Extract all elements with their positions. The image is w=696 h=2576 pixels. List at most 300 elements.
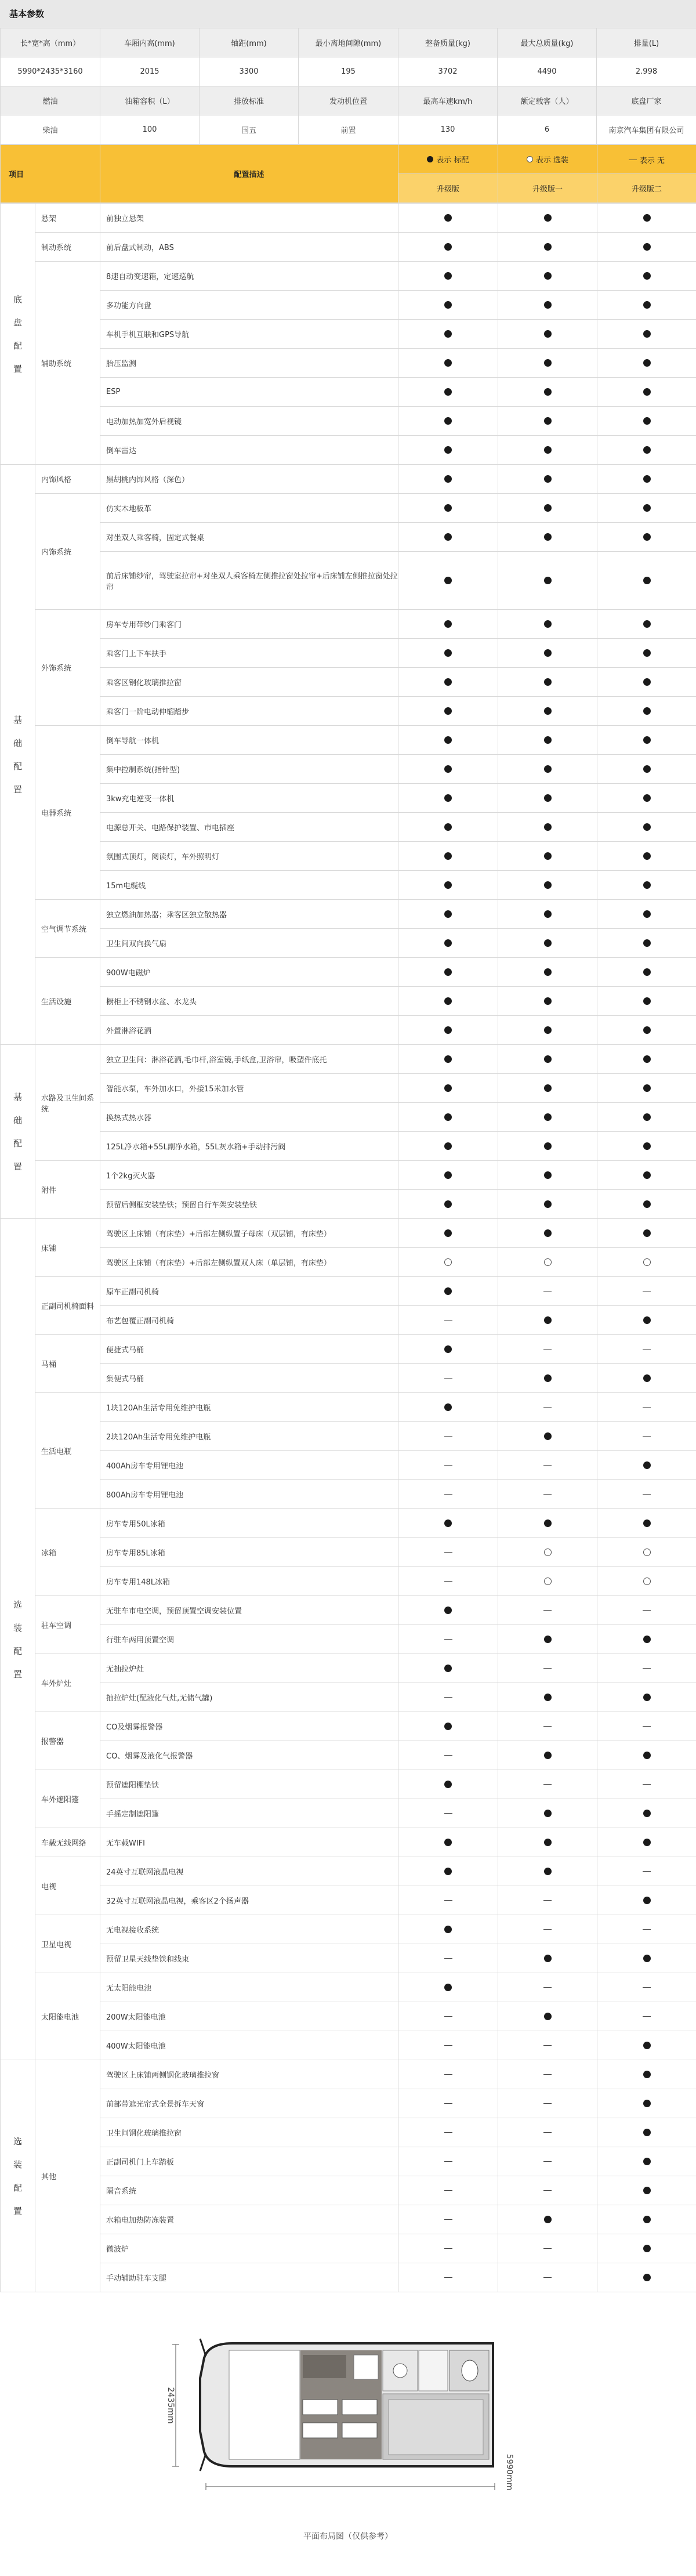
availability-cell [597,1799,696,1828]
table-row [1,523,696,552]
description-cell: 前部带遮光帘式全景拆车天窗 [100,2089,398,2118]
availability-cell [597,1103,696,1132]
availability-cell [498,523,597,552]
subcategory-cell: 空气调节系统 [35,900,100,958]
basic-value-cell: 前置 [299,115,398,144]
availability-cell [597,639,696,668]
dot-icon [544,359,552,367]
availability-cell [398,1045,498,1074]
dot-icon [643,1142,651,1150]
availability-cell [398,1538,498,1567]
dash-icon [444,2277,452,2278]
table-row [1,2118,696,2147]
floor-plan-caption: 平面布局图（仅供参考） [303,2532,393,2541]
dash-icon [444,1378,452,1379]
availability-cell [597,1915,696,1944]
description-cell: 对坐双人乘客椅，固定式餐桌 [100,523,398,552]
ring-icon [444,1258,452,1266]
dot-icon [444,736,452,744]
availability-cell [398,2234,498,2263]
dot-icon [444,968,452,976]
dot-icon [444,707,452,715]
description-cell: 无抽拉炉灶 [100,1654,398,1683]
basic-value-cell: 柴油 [1,115,100,144]
availability-cell [498,1915,597,1944]
availability-cell [498,349,597,378]
dot-icon [444,678,452,686]
description-cell: 智能水泵，车外加水口，外接15米加水管 [100,1074,398,1103]
config-table [0,203,696,2292]
dot-icon [544,577,552,584]
availability-cell [398,1567,498,1596]
dash-icon [444,2074,452,2075]
availability-cell [597,1944,696,1973]
availability-cell [498,1857,597,1886]
availability-cell [597,1770,696,1799]
dot-icon [444,272,452,280]
availability-cell [498,1045,597,1074]
subcategory-cell: 内饰系统 [35,494,100,610]
description-cell: 24英寸互联网液晶电视 [100,1857,398,1886]
availability-cell [597,1538,696,1567]
ring-icon [643,1258,651,1266]
availability-cell [498,1451,597,1480]
description-cell: 房车专用50L冰箱 [100,1509,398,1538]
availability-cell [597,1741,696,1770]
basic-params-table [0,28,696,144]
dash-icon [543,1726,552,1727]
availability-cell [597,1190,696,1219]
availability-cell [398,1306,498,1335]
dash-icon [444,1494,452,1495]
table-row [1,1190,696,1219]
availability-cell [597,987,696,1016]
dot-icon [643,649,651,657]
dot-icon [544,1810,552,1817]
dot-icon [643,1084,651,1092]
dash-icon [643,1610,651,1611]
dot-icon [544,823,552,831]
dot-icon [444,1084,452,1092]
table-row [1,378,696,407]
dot-icon [643,1752,651,1759]
dash-icon [543,2045,552,2046]
table-row [1,639,696,668]
subcategory-cell: 驻车空调 [35,1596,100,1654]
dot-icon [444,765,452,773]
subcategory-cell: 冰箱 [35,1509,100,1596]
table-row [1,1016,696,1045]
dash-icon [444,1465,452,1466]
dot-icon [544,1171,552,1179]
dot-icon [544,1839,552,1846]
dot-icon [544,1055,552,1063]
subcategory-cell: 制动系统 [35,233,100,262]
dot-icon [544,736,552,744]
availability-cell [597,2089,696,2118]
availability-cell [597,1364,696,1393]
dot-icon [643,2274,651,2281]
table-row [1,1712,696,1741]
table-row [1,1132,696,1161]
availability-cell [498,1103,597,1132]
table-row [1,1306,696,1335]
availability-cell [597,1625,696,1654]
description-cell: 车机手机互联和GPS导航 [100,320,398,349]
availability-cell [398,291,498,320]
table-row [1,2176,696,2205]
availability-cell [398,407,498,436]
subcategory-cell: 外饰系统 [35,610,100,726]
dash-icon [444,1581,452,1582]
description-cell: 正副司机门上车踏板 [100,2147,398,2176]
description-cell: CO、烟雾及液化气报警器 [100,1741,398,1770]
dot-icon [544,272,552,280]
basic-params-title: 基本参数 [0,0,696,28]
table-row [1,2234,696,2263]
dot-icon [544,1636,552,1643]
availability-cell [498,2060,597,2089]
table-row [1,1654,696,1683]
dot-icon [444,446,452,454]
subcategory-cell: 报警器 [35,1712,100,1770]
dot-icon [544,1868,552,1875]
dot-icon [444,330,452,338]
description-cell: 3kw充电逆变一体机 [100,784,398,813]
legend-none: 表示 无 [597,145,696,174]
description-cell: 卫生间钢化玻璃推拉窗 [100,2118,398,2147]
availability-cell [398,1190,498,1219]
table-row [1,407,696,436]
dot-icon [544,1694,552,1701]
availability-cell [398,871,498,900]
dot-icon [444,881,452,889]
dot-icon [643,2187,651,2194]
table-row [1,2002,696,2031]
dot-icon [643,2100,651,2107]
availability-cell [597,436,696,465]
availability-cell [498,1683,597,1712]
subcategory-cell: 正副司机椅面料 [35,1277,100,1335]
availability-cell [498,1364,597,1393]
availability-cell [597,958,696,987]
table-row [1,726,696,755]
subcategory-cell: 生活电瓶 [35,1393,100,1509]
availability-cell [498,1422,597,1451]
availability-cell [498,407,597,436]
category-cell [1,1045,35,1219]
category-cell [1,1219,35,2060]
category-label: 选装配置 [13,2136,22,2216]
dot-icon [643,301,651,309]
description-cell: 倒车雷达 [100,436,398,465]
availability-cell [398,1857,498,1886]
description-cell: 200W太阳能电池 [100,2002,398,2031]
table-row [1,465,696,494]
dash-icon [543,2132,552,2133]
description-cell: 无驻车市电空调，预留顶置空调安装位置 [100,1596,398,1625]
availability-cell [398,697,498,726]
availability-cell [398,1683,498,1712]
availability-cell [498,494,597,523]
availability-cell [398,1625,498,1654]
dash-icon [444,1639,452,1640]
availability-cell [498,987,597,1016]
availability-cell [398,668,498,697]
description-cell: 前后盘式制动，ABS [100,233,398,262]
availability-cell [498,1712,597,1741]
description-cell: 乘客门一阶电动伸缩踏步 [100,697,398,726]
availability-cell [398,1393,498,1422]
availability-cell [597,1712,696,1741]
availability-cell [398,436,498,465]
table-row [1,1364,696,1393]
dot-icon [444,388,452,396]
table-row [1,784,696,813]
dot-icon [444,475,452,483]
availability-cell [398,1770,498,1799]
dash-icon [444,2103,452,2104]
dot-icon [544,417,552,425]
availability-cell [597,900,696,929]
description-cell: 无车载WIFI [100,1828,398,1857]
category-cell [1,465,35,1045]
category-label: 选装配置 [13,1599,22,1680]
dot-icon [444,1403,452,1411]
availability-cell [398,726,498,755]
table-row [1,610,696,639]
description-cell: 预留卫星天线垫铁和线束 [100,1944,398,1973]
description-cell: 橱柜上不锈钢水盆、水龙头 [100,987,398,1016]
availability-cell [498,262,597,291]
dash-icon [643,1784,651,1785]
col-desc-header: 配置描述 [100,145,398,203]
table-row [1,1393,696,1422]
availability-cell [498,784,597,813]
table-row [1,900,696,929]
description-cell: 驾驶区上床铺（有床垫）+后部左侧纵置双人床（单层铺，有床垫） [100,1248,398,1277]
dot-icon [444,620,452,628]
category-label: 基础配置 [13,714,22,795]
dot-icon [444,1839,452,1846]
dot-icon [544,214,552,222]
dot-icon [444,1607,452,1614]
table-row [1,871,696,900]
availability-cell [498,1654,597,1683]
availability-cell [398,1451,498,1480]
dot-icon [544,1229,552,1237]
availability-cell [597,2060,696,2089]
subcategory-cell: 太阳能电池 [35,1973,100,2060]
availability-cell [398,929,498,958]
dash-icon [444,1436,452,1437]
availability-cell [597,523,696,552]
col-item-header: 项目 [1,145,100,203]
subcategory-cell: 电视 [35,1857,100,1915]
dash-icon [543,1784,552,1785]
table-row [1,1828,696,1857]
table-row [1,1770,696,1799]
basic-header-cell: 长*宽*高（mm） [1,28,100,57]
dot-icon [643,794,651,802]
dot-icon [643,504,651,512]
dash-icon [444,2161,452,2162]
dot-icon [444,1171,452,1179]
dot-icon [544,243,552,251]
dash-icon [543,1465,552,1466]
availability-cell [498,1480,597,1509]
table-row [1,2205,696,2234]
availability-cell [597,349,696,378]
availability-cell [398,1973,498,2002]
availability-cell [398,2205,498,2234]
availability-cell [498,465,597,494]
availability-cell [498,2118,597,2147]
dot-icon [643,1955,651,1962]
dot-icon [444,1926,452,1933]
description-cell: 预留后侧框安装垫铁；预留自行车架安装垫铁 [100,1190,398,1219]
subcategory-cell: 车外炉灶 [35,1654,100,1712]
availability-cell [398,755,498,784]
table-row [1,668,696,697]
dot-icon [643,2158,651,2165]
subcategory-cell: 车载无线网络 [35,1828,100,1857]
availability-cell [398,900,498,929]
table-row [1,349,696,378]
dot-icon [643,736,651,744]
description-cell: 15m电缆线 [100,871,398,900]
category-cell [1,2060,35,2292]
table-row [1,204,696,233]
availability-cell [398,494,498,523]
description-cell: 乘客区钢化玻璃推拉窗 [100,668,398,697]
availability-cell [398,523,498,552]
description-cell: 外置淋浴花洒 [100,1016,398,1045]
availability-cell [597,1422,696,1451]
availability-cell [398,639,498,668]
table-row [1,929,696,958]
description-cell: 手摇定制遮阳篷 [100,1799,398,1828]
dash-icon [543,1929,552,1930]
basic-header-cell: 燃油 [1,86,100,115]
dot-icon [444,823,452,831]
availability-cell [398,1799,498,1828]
dash-icon [444,2219,452,2220]
availability-cell [597,465,696,494]
dot-icon [444,1113,452,1121]
dot-icon [643,272,651,280]
availability-cell [398,813,498,842]
description-cell: 驾驶区上床铺（有床垫）+后部左侧纵置子母床（双层铺，有床垫） [100,1219,398,1248]
description-cell: 无太阳能电池 [100,1973,398,2002]
availability-cell [597,407,696,436]
description-cell: 原车正副司机椅 [100,1277,398,1306]
subcategory-cell: 马桶 [35,1335,100,1393]
dot-icon [643,2042,651,2049]
dot-icon [643,852,651,860]
description-cell: 前后床铺纱帘，驾驶室拉帘+对坐双人乘客椅左侧推拉窗处拉帘+后床铺左侧推拉窗处拉帘 [100,552,398,610]
description-cell: 集中控制系统(指针型) [100,755,398,784]
ring-icon [643,1578,651,1585]
availability-cell [597,262,696,291]
availability-cell [498,1393,597,1422]
availability-cell [498,813,597,842]
dot-icon [544,620,552,628]
subcategory-cell: 其他 [35,2060,100,2292]
table-row [1,436,696,465]
dot-icon [544,504,552,512]
dot-icon [643,1694,651,1701]
description-cell: 无电视接收系统 [100,1915,398,1944]
availability-cell [398,1654,498,1683]
table-row [1,697,696,726]
availability-cell [498,1799,597,1828]
dot-icon [544,939,552,947]
availability-cell [498,1509,597,1538]
dot-icon [544,388,552,396]
availability-cell [498,900,597,929]
availability-cell [597,2234,696,2263]
availability-cell [498,1074,597,1103]
availability-cell [498,2205,597,2234]
availability-cell [498,1248,597,1277]
table-row [1,1973,696,2002]
description-cell: 电动加热加宽外后视镜 [100,407,398,436]
dot-icon [643,939,651,947]
dot-icon [643,620,651,628]
dash-icon [543,2277,552,2278]
availability-cell [398,1509,498,1538]
ring-icon [527,156,533,162]
availability-cell [498,320,597,349]
dot-icon [643,707,651,715]
availability-cell [498,755,597,784]
basic-header-cell: 油箱容积（L） [100,86,200,115]
basic-value-cell: 2.998 [597,57,696,86]
availability-cell [398,2263,498,2292]
dot-icon [444,794,452,802]
availability-cell [398,1915,498,1944]
dot-icon [444,939,452,947]
table-row [1,2031,696,2060]
table-row [1,1944,696,1973]
table-row [1,1625,696,1654]
basic-value-cell: 3702 [398,57,498,86]
description-cell: 前独立悬架 [100,204,398,233]
basic-value-cell: 100 [100,115,200,144]
dot-icon [444,1200,452,1208]
description-cell: 布艺包覆正副司机椅 [100,1306,398,1335]
table-row [1,1509,696,1538]
availability-cell [498,842,597,871]
availability-cell [597,1451,696,1480]
availability-cell [498,1741,597,1770]
description-cell: 预留遮阳棚垫铁 [100,1770,398,1799]
availability-cell [398,1741,498,1770]
basic-header-cell: 车厢内高(mm) [100,28,200,57]
dot-icon [544,1374,552,1382]
description-cell: 1块120Ah生活专用免维护电瓶 [100,1393,398,1422]
table-row [1,1451,696,1480]
availability-cell [398,987,498,1016]
availability-cell [498,871,597,900]
table-row [1,1103,696,1132]
table-row [1,1248,696,1277]
availability-cell [398,262,498,291]
description-cell: 电源总开关、电路保护装置、市电插座 [100,813,398,842]
dot-icon [444,852,452,860]
availability-cell [597,1132,696,1161]
